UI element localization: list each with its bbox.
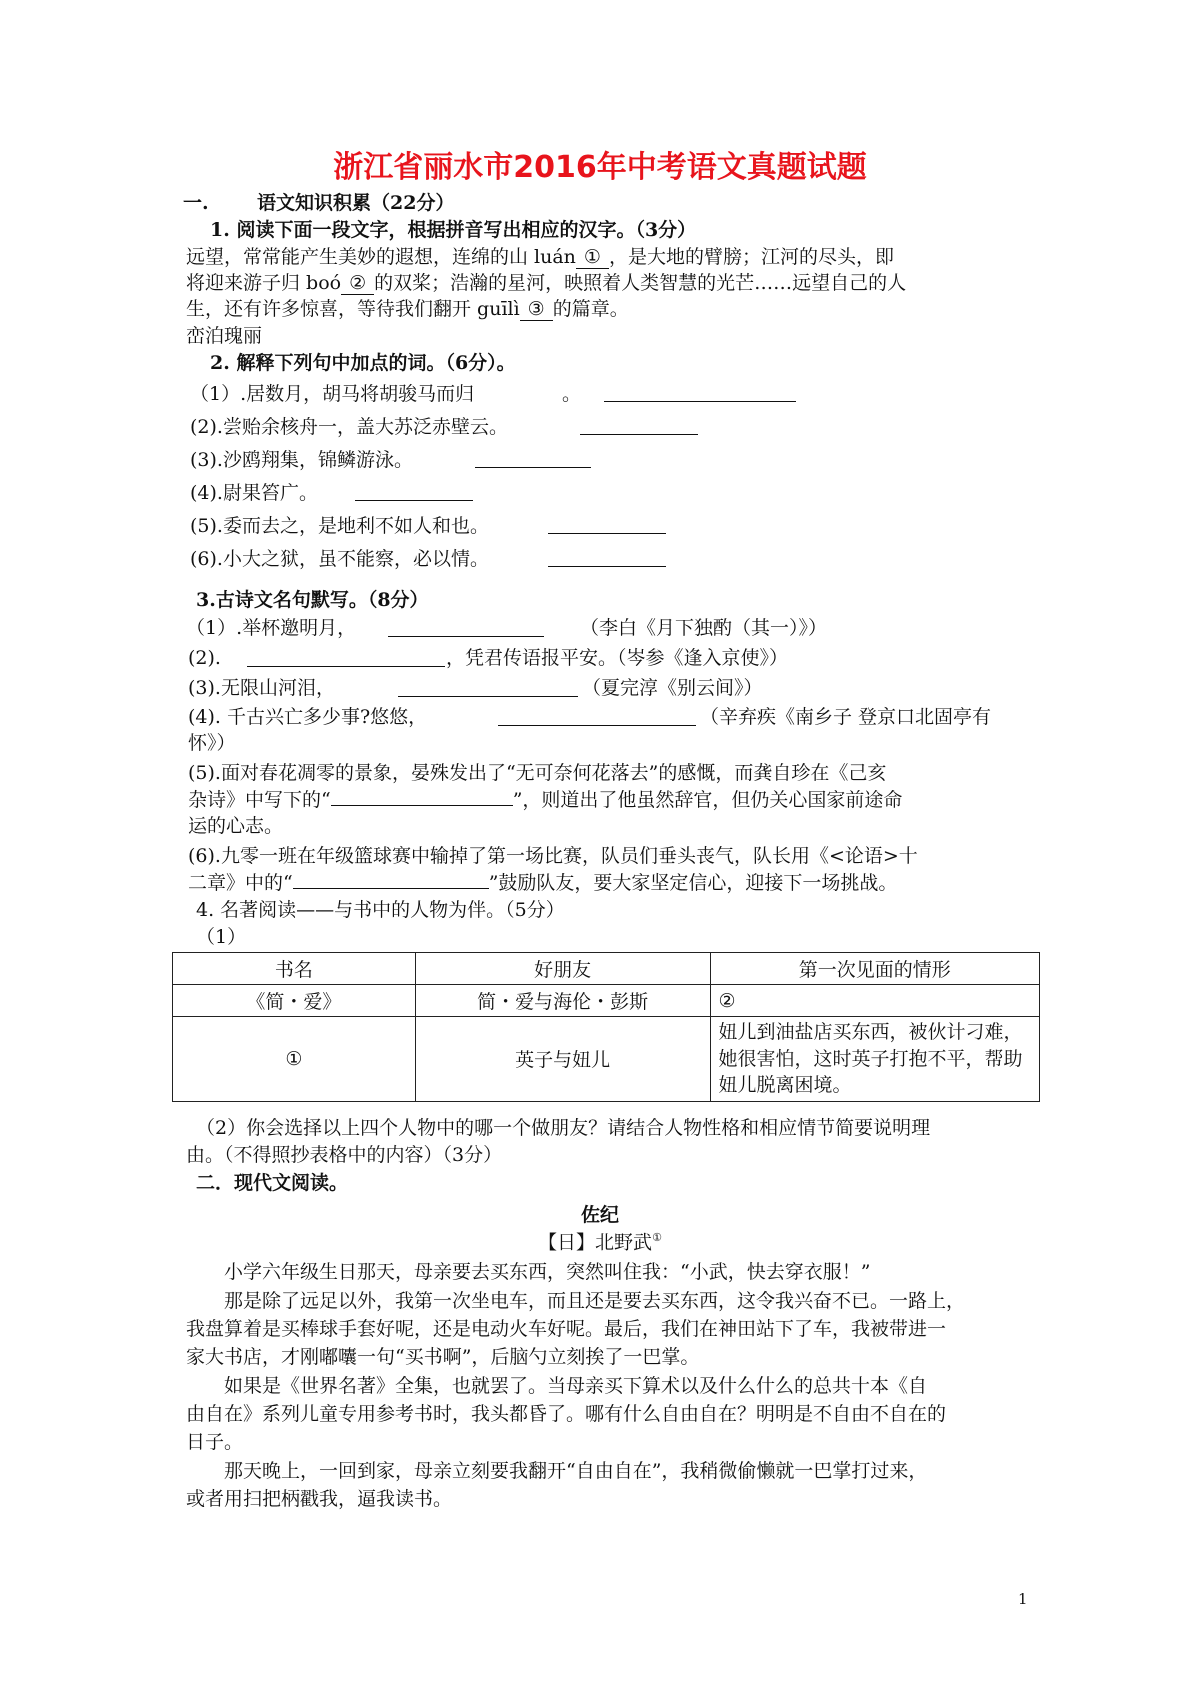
q1-line-1 bbox=[186, 246, 894, 269]
q3-item-6-line-1: (6).九零一班在年级篮球赛中输掉了第一场比赛，队员们垂头丧气，队长用《<论语>十 bbox=[188, 845, 918, 867]
page-number: 1 bbox=[1018, 1590, 1028, 1608]
q3-item-1: （1）.举杯邀明月， bbox=[186, 617, 357, 639]
table-row bbox=[173, 1017, 1040, 1102]
author-footnote-mark: ① bbox=[652, 1231, 662, 1244]
q1-line-2-a: 将迎来游子归 boó bbox=[186, 272, 342, 294]
q4-sub-1: （1） bbox=[196, 926, 247, 948]
section-1-heading: 语文知识积累（22分） bbox=[257, 192, 455, 214]
q3-item-4-source: （辛弃疾《南乡子 登京口北固亭有 bbox=[700, 706, 992, 728]
q3-heading: 3.古诗文名句默写。（8分） bbox=[196, 589, 429, 611]
q3-item-4-source-cont: 怀》） bbox=[188, 732, 236, 754]
paragraph-3-line-2: 由自在》系列儿童专用参考书时，我头都昏了。哪有什么自由自在？明明是不自由不自在的 bbox=[186, 1403, 947, 1425]
q2-answer-blank-4[interactable] bbox=[355, 484, 473, 501]
section-1-number: 一. bbox=[183, 192, 209, 214]
q3-item-3: (3).无限山河泪， bbox=[188, 677, 335, 699]
paragraph-1: 小学六年级生日那天，母亲要去买东西，突然叫住我：“小武，快去穿衣服！” bbox=[224, 1261, 871, 1283]
section-2-heading: 二．现代文阅读。 bbox=[196, 1172, 349, 1194]
q1-line-2-b: 的双桨；浩瀚的星河，映照着人类智慧的光芒……远望自己的人 bbox=[374, 272, 907, 294]
table-header-first-meeting: 第一次见面的情形 bbox=[710, 953, 1039, 985]
q3-item-3-source: （夏完淳《别云间》） bbox=[582, 677, 763, 699]
table-row bbox=[173, 985, 1040, 1017]
table-cell: 妞儿到油盐店买东西，被伙计刁难，她很害怕，这时英子打抱不平，帮助妞儿脱离困境。 bbox=[710, 1017, 1039, 1102]
q3-answer-blank-2[interactable] bbox=[247, 650, 445, 667]
q2-answer-blank-6[interactable] bbox=[548, 550, 666, 567]
q3-answer-blank-5[interactable] bbox=[331, 789, 513, 806]
q3-item-2-text: ，凭君传语报平安。（岑参《逢入京使》） bbox=[446, 647, 789, 669]
q2-item-6: (6).小大之狱，虽不能察，必以情。 bbox=[190, 548, 489, 570]
paragraph-4-line-1: 那天晚上，一回到家，母亲立刻要我翻开“自由自在”，我稍微偷懒就一巴掌打过来， bbox=[224, 1460, 928, 1482]
q4-heading: 4. 名著阅读——与书中的人物为伴。（5分） bbox=[196, 899, 565, 921]
q2-item-4: (4).尉果笞广。 bbox=[190, 482, 318, 504]
q1-answer: 峦泊瑰丽 bbox=[186, 325, 263, 347]
q2-heading: 2. 解释下列句中加点的词。（6分）。 bbox=[210, 352, 516, 374]
q2-answer-blank-1[interactable] bbox=[604, 385, 796, 402]
q3-answer-blank-1[interactable] bbox=[388, 620, 544, 637]
table-cell-answer-1: ① bbox=[173, 1017, 416, 1102]
document-title: 浙江省丽水市2016年中考语文真题试题 bbox=[333, 150, 867, 185]
table-cell: 《简・爱》 bbox=[173, 985, 416, 1017]
q3-item-5-a: 杂诗》中写下的“ bbox=[188, 789, 331, 811]
table-cell: 英子与妞儿 bbox=[415, 1017, 710, 1102]
q4-sub-2-line-1: （2）你会选择以上四个人物中的哪一个做朋友？请结合人物性格和相应情节简要说明理 bbox=[196, 1117, 931, 1139]
q3-answer-blank-4[interactable] bbox=[498, 709, 696, 726]
q3-answer-blank-6[interactable] bbox=[293, 872, 489, 889]
q2-item-5: (5).委而去之，是地利不如人和也。 bbox=[190, 515, 489, 537]
q2-item-1: （1）.居数月，胡马将胡骏马而归 bbox=[190, 383, 475, 405]
q1-heading: 1. 阅读下面一段文字，根据拼音写出相应的汉字。（3分） bbox=[210, 219, 697, 241]
q3-item-6-line-2 bbox=[188, 872, 897, 895]
q2-answer-blank-2[interactable] bbox=[580, 418, 698, 435]
q1-line-3-a: 生，还有许多惊喜，等待我们翻开 guīlì bbox=[186, 298, 520, 320]
q3-item-5-line-1: (5).面对春花凋零的景象，晏殊发出了“无可奈何花落去”的感慨，而龚自珍在《己亥 bbox=[188, 762, 887, 784]
q1-line-3 bbox=[186, 298, 629, 321]
q1-line-2 bbox=[186, 272, 906, 295]
q2-item-2: (2).尝贻余核舟一，盖大苏泛赤壁云。 bbox=[190, 416, 508, 438]
paragraph-2-line-3: 家大书店，才刚嘟囔一句“买书啊”，后脑勺立刻挨了一巴掌。 bbox=[186, 1346, 700, 1368]
q1-line-1-b: ，是大地的臂膀；江河的尽头，即 bbox=[608, 246, 894, 268]
article-title: 佐纪 bbox=[580, 1204, 619, 1226]
q3-item-1-source: （李白《月下独酌（其一）》） bbox=[580, 617, 828, 639]
table-cell-answer-2: ② bbox=[710, 985, 1039, 1017]
q1-line-1-a: 远望，常常能产生美妙的遐想，连绵的山 luán bbox=[186, 246, 576, 268]
table-header-row bbox=[173, 953, 1040, 985]
paragraph-4-line-2: 或者用扫把柄戳我，逼我读书。 bbox=[186, 1488, 453, 1510]
reading-table bbox=[172, 952, 1040, 1102]
author-name: 【日】北野武 bbox=[538, 1231, 653, 1254]
q3-item-6-b: ”鼓励队友，要大家坚定信心，迎接下一场挑战。 bbox=[488, 872, 898, 894]
q1-blank-2: ② bbox=[341, 272, 374, 295]
q1-blank-1: ① bbox=[576, 246, 609, 269]
q1-blank-3: ③ bbox=[520, 298, 553, 321]
q3-item-5-b: ”，则道出了他虽然辞官，但仍关心国家前途命 bbox=[512, 789, 903, 811]
q2-answer-blank-3[interactable] bbox=[475, 451, 591, 468]
q3-item-4: (4). 千古兴亡多少事?悠悠， bbox=[188, 706, 428, 728]
q3-item-2-num: (2). bbox=[188, 647, 221, 669]
paragraph-3-line-1: 如果是《世界名著》全集，也就罢了。当母亲买下算术以及什么什么的总共十本《自 bbox=[224, 1375, 928, 1397]
paragraph-2-line-1: 那是除了远足以外，我第一次坐电车，而且还是要去买东西，这令我兴奋不已。一路上， bbox=[224, 1290, 966, 1312]
table-header-book: 书名 bbox=[173, 953, 416, 985]
paragraph-2-line-2: 我盘算着是买棒球手套好呢，还是电动火车好呢。最后，我们在神田站下了车，我被带进一 bbox=[186, 1318, 947, 1340]
table-header-friends: 好朋友 bbox=[415, 953, 710, 985]
q3-item-5-line-2 bbox=[188, 789, 902, 812]
q3-answer-blank-3[interactable] bbox=[398, 680, 578, 697]
q2-answer-blank-5[interactable] bbox=[548, 517, 666, 534]
q2-item-3: (3).沙鸥翔集，锦鳞游泳。 bbox=[190, 449, 413, 471]
q4-sub-2-line-2: 由。（不得照抄表格中的内容）（3分） bbox=[186, 1144, 503, 1166]
q1-line-3-b: 的篇章。 bbox=[552, 298, 629, 320]
paragraph-3-line-3: 日子。 bbox=[186, 1431, 244, 1453]
q3-item-6-a: 二章》中的“ bbox=[188, 872, 293, 894]
q2-item-1-period: 。 bbox=[562, 383, 582, 405]
q3-item-5-line-3: 运的心志。 bbox=[188, 815, 284, 837]
article-author bbox=[0, 1231, 1200, 1254]
table-cell: 简・爱与海伦・彭斯 bbox=[415, 985, 710, 1017]
